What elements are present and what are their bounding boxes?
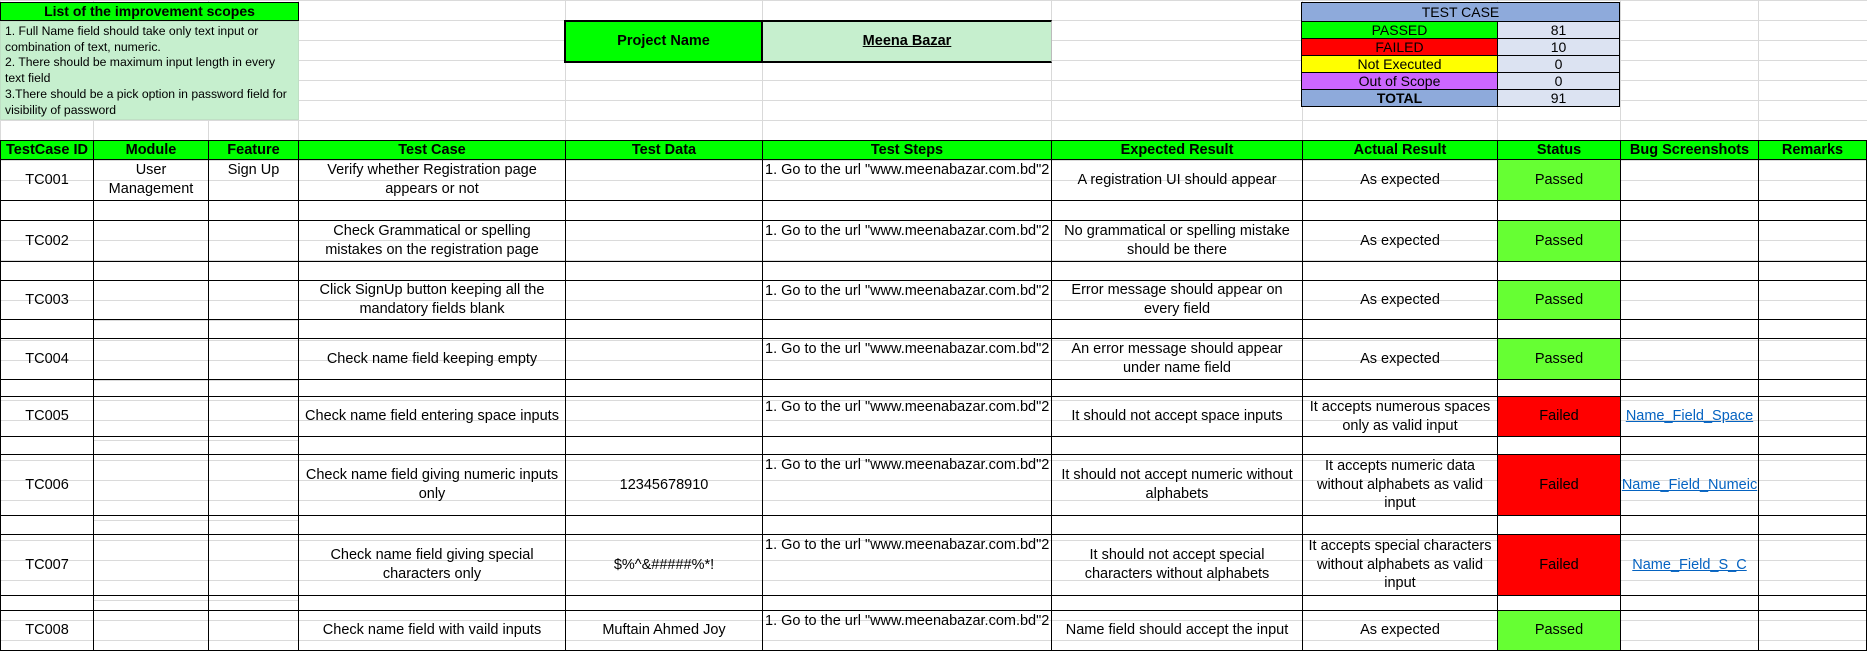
status-cell passed[interactable]: Passed: [1497, 610, 1621, 651]
blank-row-cell[interactable]: [1497, 596, 1621, 610]
test-case-cell[interactable]: Check name field entering space inputs: [298, 396, 566, 437]
test-steps-cell[interactable]: 1. Go to the url "www.meenabazar.com.bd"2: [762, 220, 1052, 262]
test-data-cell[interactable]: [565, 220, 763, 262]
row-border: [0, 338, 1867, 339]
test-data-cell[interactable]: [565, 396, 763, 437]
test-case-cell[interactable]: Check name field keeping empty: [298, 338, 566, 380]
blank-row-cell[interactable]: [1758, 380, 1867, 396]
test-data-cell[interactable]: $%^&#####%*!: [565, 534, 763, 596]
header-testcase-id[interactable]: TestCase ID: [0, 140, 94, 160]
blank-row-cell[interactable]: [298, 380, 566, 396]
test-steps-cell[interactable]: 1. Go to the url "www.meenabazar.com.bd"2: [762, 454, 1052, 516]
blank-row-cell[interactable]: [298, 262, 566, 280]
testcase-id-cell[interactable]: TC007: [0, 534, 94, 596]
blank-row-cell[interactable]: [565, 201, 763, 220]
blank-row-cell[interactable]: [762, 380, 1052, 396]
bug-screenshot-cell[interactable]: [1620, 159, 1759, 201]
summary-label-total[interactable]: TOTAL: [1301, 89, 1498, 107]
remarks-cell[interactable]: [1758, 396, 1867, 437]
testcase-id-cell[interactable]: TC004: [0, 338, 94, 380]
blank-row-cell[interactable]: [762, 201, 1052, 220]
blank-row-cell[interactable]: [1497, 437, 1621, 454]
summary-value-out-of-scope[interactable]: 0: [1497, 72, 1620, 90]
blank-row-cell[interactable]: [1051, 596, 1303, 610]
blank-row-cell[interactable]: [1758, 437, 1867, 454]
bug-screenshot-cell[interactable]: [1620, 610, 1759, 651]
blank-row-cell[interactable]: [1620, 262, 1759, 280]
blank-row-cell[interactable]: [1497, 262, 1621, 280]
blank-row-cell[interactable]: [298, 516, 566, 534]
blank-row-cell[interactable]: [1620, 380, 1759, 396]
testcase-id-cell[interactable]: TC006: [0, 454, 94, 516]
test-case-cell[interactable]: Check name field giving numeric inputs only: [298, 454, 566, 516]
feature-cell[interactable]: Sign Up: [208, 159, 299, 651]
test-case-cell[interactable]: Check name field with vaild inputs: [298, 610, 566, 651]
expected-result-cell[interactable]: Name field should accept the input: [1051, 610, 1303, 651]
actual-result-cell[interactable]: As expected: [1302, 338, 1498, 380]
summary-label-not-executed[interactable]: Not Executed: [1301, 55, 1498, 73]
blank-row-cell[interactable]: [1497, 380, 1621, 396]
actual-result-cell[interactable]: It accepts numeric data without alphabets as valid input: [1302, 454, 1498, 516]
test-case-cell[interactable]: Verify whether Registration page appears or not: [298, 159, 566, 201]
test-data-cell[interactable]: [565, 280, 763, 320]
remarks-cell[interactable]: [1758, 454, 1867, 516]
bug-screenshot-cell[interactable]: [1620, 454, 1759, 516]
testcase-id-cell[interactable]: TC008: [0, 610, 94, 651]
expected-result-cell[interactable]: An error message should appear under name field: [1051, 338, 1303, 380]
test-steps-cell[interactable]: 1. Go to the url "www.meenabazar.com.bd"2: [762, 159, 1052, 201]
bug-screenshot-link[interactable]: Name_Field_Numeic: [1621, 476, 1758, 493]
bug-screenshot-cell[interactable]: [1620, 396, 1759, 437]
row-border: [0, 280, 1867, 281]
blank-row-cell[interactable]: [0, 201, 94, 220]
improvement-item-2: 2. There should be maximum input length in every text field: [5, 55, 276, 86]
blank-row-cell[interactable]: [0, 596, 94, 610]
blank-row-cell[interactable]: [1758, 596, 1867, 610]
blank-row-cell[interactable]: [762, 596, 1052, 610]
remarks-cell[interactable]: [1758, 338, 1867, 380]
blank-row-cell[interactable]: [565, 516, 763, 534]
expected-result-cell[interactable]: It should not accept space inputs: [1051, 396, 1303, 437]
bug-screenshot-cell[interactable]: [1620, 534, 1759, 596]
project-name-label[interactable]: Project Name: [564, 20, 763, 63]
blank-row-cell[interactable]: [565, 262, 763, 280]
improvement-item-3: 3.There should be a pick option in password field for visibility of password: [5, 86, 287, 117]
blank-row-cell[interactable]: [1758, 262, 1867, 280]
blank-row-cell[interactable]: [0, 320, 94, 338]
row-border: [0, 534, 1867, 535]
testcase-id-cell[interactable]: TC005: [0, 396, 94, 437]
summary-value-passed[interactable]: 81: [1497, 21, 1620, 39]
bug-screenshot-cell[interactable]: [1620, 220, 1759, 262]
test-case-cell[interactable]: Check name field giving special characters only: [298, 534, 566, 596]
blank-row-cell[interactable]: [1051, 201, 1303, 220]
test-case-cell[interactable]: Click SignUp button keeping all the mandatory fields blank: [298, 280, 566, 320]
blank-row-cell[interactable]: [1758, 516, 1867, 534]
row-border: [0, 610, 1867, 611]
actual-result-cell[interactable]: As expected: [1302, 610, 1498, 651]
actual-result-cell[interactable]: As expected: [1302, 220, 1498, 262]
header-module[interactable]: Module: [93, 140, 209, 160]
summary-label-passed[interactable]: PASSED: [1301, 21, 1498, 39]
blank-row-cell[interactable]: [1051, 516, 1303, 534]
test-data-cell[interactable]: 12345678910: [565, 454, 763, 516]
blank-row-cell[interactable]: [1302, 380, 1498, 396]
testcase-id-cell[interactable]: TC003: [0, 280, 94, 320]
blank-row-cell[interactable]: [762, 437, 1052, 454]
expected-result-cell[interactable]: It should not accept numeric without alphabets: [1051, 454, 1303, 516]
remarks-cell[interactable]: [1758, 220, 1867, 262]
header-test-data[interactable]: Test Data: [565, 140, 763, 160]
blank-row-cell[interactable]: [565, 596, 763, 610]
blank-row-cell[interactable]: [1302, 201, 1498, 220]
project-name-value[interactable]: Meena Bazar: [763, 20, 1052, 63]
test-data-cell[interactable]: Muftain Ahmed Joy: [565, 610, 763, 651]
status-cell failed[interactable]: Failed: [1497, 454, 1621, 516]
header-expected-result[interactable]: Expected Result: [1051, 140, 1303, 160]
blank-row-cell[interactable]: [762, 516, 1052, 534]
blank-row-cell[interactable]: [1302, 516, 1498, 534]
testcase-id-cell[interactable]: TC001: [0, 159, 94, 201]
blank-row-cell[interactable]: [1051, 262, 1303, 280]
expected-result-cell[interactable]: No grammatical or spelling mistake should be there: [1051, 220, 1303, 262]
row-border: [0, 159, 1867, 160]
expected-result-cell[interactable]: Error message should appear on every field: [1051, 280, 1303, 320]
remarks-cell[interactable]: [1758, 280, 1867, 320]
row-border: [0, 396, 1867, 397]
blank-row-cell[interactable]: [298, 596, 566, 610]
actual-result-cell[interactable]: It accepts numerous spaces only as valid input: [1302, 396, 1498, 437]
blank-row-cell[interactable]: [1620, 596, 1759, 610]
header-actual-result[interactable]: Actual Result: [1302, 140, 1498, 160]
blank-row-cell[interactable]: [1497, 201, 1621, 220]
test-data-cell[interactable]: [565, 159, 763, 201]
blank-row-cell[interactable]: [298, 201, 566, 220]
test-steps-cell[interactable]: 1. Go to the url "www.meenabazar.com.bd"2: [762, 396, 1052, 437]
blank-row-cell[interactable]: [298, 320, 566, 338]
header-bug-screenshots[interactable]: Bug Screenshots: [1620, 140, 1759, 160]
bug-screenshot-link[interactable]: Name_Field_S_C: [1632, 556, 1747, 573]
blank-row-cell[interactable]: [0, 380, 94, 396]
blank-row-cell[interactable]: [565, 437, 763, 454]
summary-value-total[interactable]: 91: [1497, 89, 1620, 107]
blank-row-cell[interactable]: [1620, 437, 1759, 454]
blank-row-cell[interactable]: [1758, 320, 1867, 338]
blank-row-cell[interactable]: [762, 262, 1052, 280]
bug-screenshot-link[interactable]: Name_Field_Space: [1625, 408, 1754, 425]
module-cell[interactable]: User Management: [93, 159, 209, 651]
blank-row-cell[interactable]: [1302, 596, 1498, 610]
blank-row-cell[interactable]: [1051, 437, 1303, 454]
status-cell failed[interactable]: Failed: [1497, 396, 1621, 437]
remarks-cell[interactable]: [1758, 610, 1867, 651]
row-border: [0, 220, 1867, 221]
blank-row-cell[interactable]: [0, 262, 94, 280]
status-cell passed[interactable]: Passed: [1497, 280, 1621, 320]
remarks-cell[interactable]: [1758, 534, 1867, 596]
status-cell passed[interactable]: Passed: [1497, 220, 1621, 262]
header-feature[interactable]: Feature: [208, 140, 299, 160]
status-cell failed[interactable]: Failed: [1497, 534, 1621, 596]
row-border: [0, 454, 1867, 455]
status-cell passed[interactable]: Passed: [1497, 159, 1621, 201]
blank-row-cell[interactable]: [1497, 320, 1621, 338]
blank-row-cell[interactable]: [762, 320, 1052, 338]
blank-row-cell[interactable]: [1620, 201, 1759, 220]
test-data-cell[interactable]: [565, 338, 763, 380]
actual-result-cell[interactable]: As expected: [1302, 159, 1498, 201]
test-steps-cell[interactable]: 1. Go to the url "www.meenabazar.com.bd"2: [762, 338, 1052, 380]
header-test-steps[interactable]: Test Steps: [762, 140, 1052, 160]
summary-label-failed[interactable]: FAILED: [1301, 38, 1498, 56]
header-status[interactable]: Status: [1497, 140, 1621, 160]
improvement-scopes-list[interactable]: [0, 21, 299, 120]
testcase-id-cell[interactable]: TC002: [0, 220, 94, 262]
summary-label-out-of-scope[interactable]: Out of Scope: [1301, 72, 1498, 90]
blank-row-cell[interactable]: [1302, 437, 1498, 454]
test-steps-cell[interactable]: 1. Go to the url "www.meenabazar.com.bd"2: [762, 280, 1052, 320]
remarks-cell[interactable]: [1758, 159, 1867, 201]
test-steps-cell[interactable]: 1. Go to the url "www.meenabazar.com.bd"2: [762, 534, 1052, 596]
test-case-cell[interactable]: Check Grammatical or spelling mistakes on the registration page: [298, 220, 566, 262]
improvement-scopes-title[interactable]: List of the improvement scopes: [0, 2, 299, 21]
summary-title[interactable]: TEST CASE: [1301, 2, 1620, 22]
summary-value-not-executed[interactable]: 0: [1497, 55, 1620, 73]
bug-screenshot-cell[interactable]: [1620, 280, 1759, 320]
blank-row-cell[interactable]: [1302, 320, 1498, 338]
blank-row-cell[interactable]: [1758, 201, 1867, 220]
expected-result-cell[interactable]: It should not accept special characters without alphabets: [1051, 534, 1303, 596]
actual-result-cell[interactable]: It accepts special characters without alphabets as valid input: [1302, 534, 1498, 596]
header-test-case[interactable]: Test Case: [298, 140, 566, 160]
blank-row-cell[interactable]: [1051, 320, 1303, 338]
actual-result-cell[interactable]: As expected: [1302, 280, 1498, 320]
blank-row-cell[interactable]: [1620, 320, 1759, 338]
blank-row-cell[interactable]: [1051, 380, 1303, 396]
summary-value-failed[interactable]: 10: [1497, 38, 1620, 56]
expected-result-cell[interactable]: A registration UI should appear: [1051, 159, 1303, 201]
blank-row-cell[interactable]: [565, 380, 763, 396]
blank-row-cell[interactable]: [298, 437, 566, 454]
bug-screenshot-cell[interactable]: [1620, 338, 1759, 380]
blank-row-cell[interactable]: [1620, 516, 1759, 534]
blank-row-cell[interactable]: [0, 437, 94, 454]
blank-row-cell[interactable]: [1302, 262, 1498, 280]
status-cell passed[interactable]: Passed: [1497, 338, 1621, 380]
header-remarks[interactable]: Remarks: [1758, 140, 1867, 160]
blank-row-cell[interactable]: [0, 516, 94, 534]
blank-row-cell[interactable]: [1497, 516, 1621, 534]
improvement-item-1: 1. Full Name field should take only text input or combination of text, numeric.: [5, 24, 259, 54]
blank-row-cell[interactable]: [565, 320, 763, 338]
test-steps-cell[interactable]: 1. Go to the url "www.meenabazar.com.bd"2: [762, 610, 1052, 651]
